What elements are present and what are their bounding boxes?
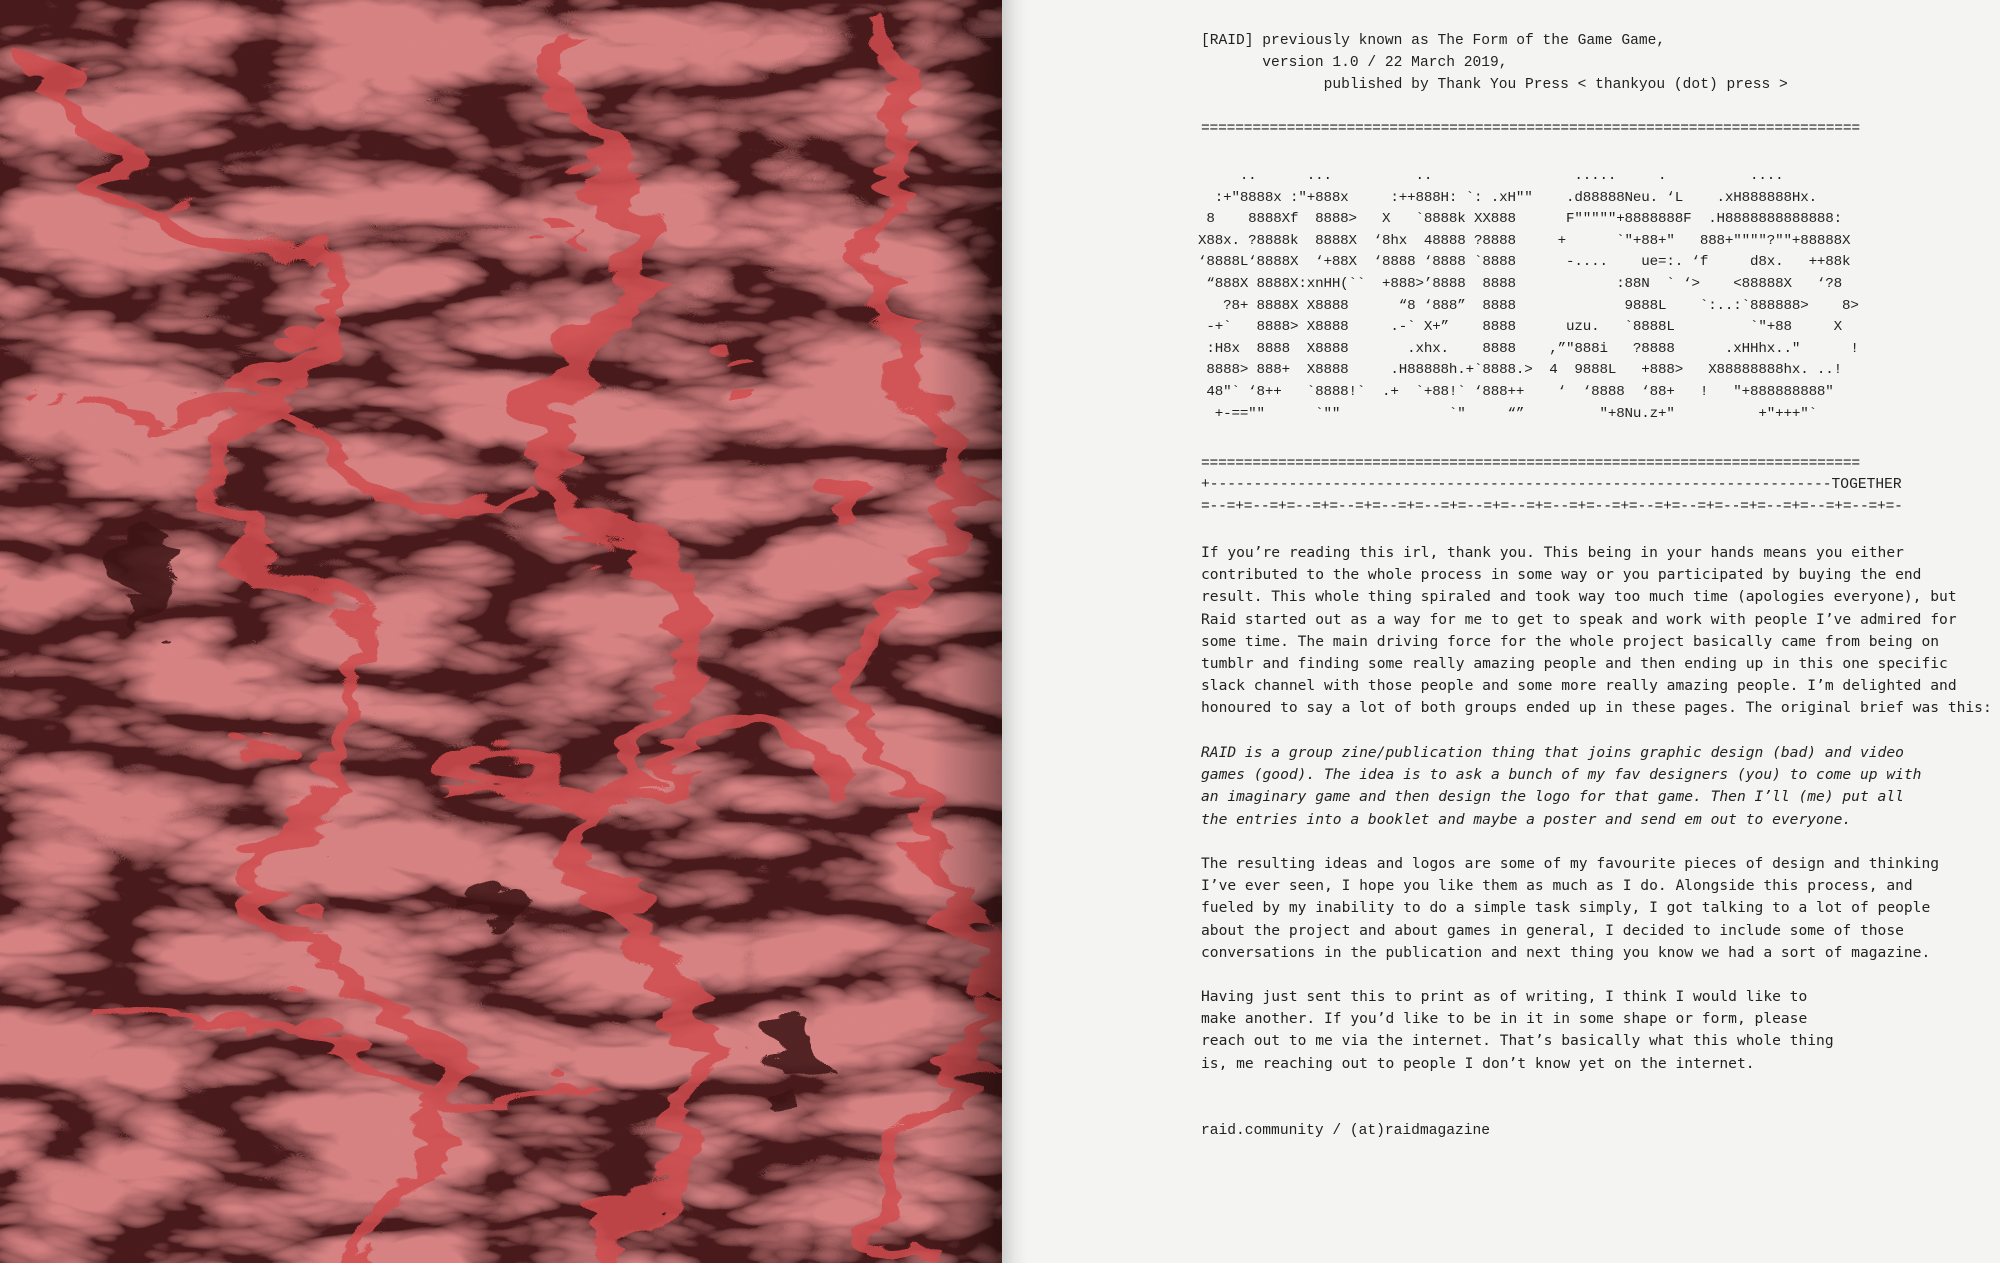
brief-paragraph [1201,742,1921,831]
paragraph-line: about the project and about games in general, I decided to include some of those [1201,921,1904,939]
ascii-logo-line: :+"8888x :"+888x :++888H: `: .xH"" .d88888Neu. ‘L .xH888888Hx. [1198,189,1817,206]
ascii-raid-logo [1198,166,1859,425]
closing-paragraph [1201,986,1834,1075]
ascii-logo-line: X88x. ?8888k 8888X ‘8hx 48888 ?8888 + `"+88+" 888+""""?""+88888X [1198,232,1851,249]
paragraph-line: contributed to the whole process in some way or you participated by buying the end [1201,566,1922,584]
paragraph-line: If you’re reading this irl, thank you. This being in your hands means you either [1201,544,1904,561]
results-paragraph [1201,853,1939,964]
paragraph-line: an imaginary game and then design the logo for that game. Then I’ll (me) put all [1201,788,1904,806]
ascii-logo-line: .. ... .. ..... . .... [1198,168,1784,184]
paragraph-line: is, me reaching out to people I don’t know yet on the internet. [1201,1054,1755,1072]
ascii-logo-line: ‘8888L‘8888X ‘+88X ‘8888 ‘8888 `8888 -.... ue=:. ‘f d8x. ++88k [1198,254,1851,271]
paragraph-line: The resulting ideas and logos are some of my favourite pieces of design and thinking [1201,855,1940,872]
double-rule-bottom: ============================================================================= [1201,456,1860,472]
double-rule-top: ============================================================================= [1201,121,1860,137]
paragraph-line: result. This whole thing spiraled and took way too much time (apologies everyone), but [1201,588,1957,606]
ascii-logo-line: ?8+ 8888X X8888 “8 ‘888” 8888 9888L `:..:`888888> 8> [1198,297,1859,314]
ascii-logo-line: +-=="" `"" `" “” "+8Nu.z+" +"+++"` [1198,405,1817,422]
ascii-logo-line: -+` 8888> X8888 .-` X+” 8888 uzu. `8888L `"+88 X [1198,319,1843,336]
paragraph-line: slack channel with those people and some more really amazing people. I’m delighted and [1201,677,1957,695]
paragraph-line: RAID is a group zine/publication thing that joins graphic design (bad) and video [1201,744,1904,761]
header-line-1: [RAID] previously known as The Form of the Game Game, [1201,33,1666,49]
page-gutter [1002,0,1026,1263]
pattern-rule: =--=+=--=+=--=+=--=+=--=+=--=+=--=+=--=+=--=+=--=+=--=+=--=+=--=+=--=+=--=+=--=+=- [1201,499,1903,515]
ascii-logo-line: “888X 8888X:xnHH(`` +888>’8888 8888 :88N ` ‘> <88888X ‘?8 [1198,275,1843,292]
paragraph-line: games (good). The idea is to ask a bunch of my fav designers (you) to come up with [1201,766,1922,784]
paragraph-line: I’ve ever seen, I hope you like them as much as I do. Alongside this process, and [1201,877,1913,895]
paragraph-line: tumblr and finding some really amazing people and then ending up in this one specific [1201,655,1948,673]
ascii-logo-line: 48"` ‘8++ `8888!` .+ `+88!` ‘888++ ‘ ‘8888 ‘88+ ! "+888888888" [1198,383,1834,400]
paragraph-line: Raid started out as a way for me to get to speak and work with people I’ve admired for [1201,610,1957,628]
together-rule: +-----------------------------------------------------------------------TOGETHER [1201,477,1902,493]
paragraph-line: the entries into a booklet and maybe a poster and send em out to everyone. [1201,810,1852,828]
paragraph-line: some time. The main driving force for the whole project basically came from being on [1201,632,1940,650]
paragraph-line: Having just sent this to print as of writing, I think I would like to [1201,988,1808,1005]
paragraph-line: reach out to me via the internet. That’s basically what this whole thing [1201,1032,1834,1050]
paragraph-line: honoured to say a lot of both groups ended up in these pages. The original brief was this: [1201,699,1992,717]
contact-link[interactable]: raid.community / (at)raidmagazine [1201,1123,1491,1139]
ascii-logo-line: 8888> 888+ X8888 .H88888h.+`8888.> 4 9888L +888> X88888888hx. ..! [1198,362,1843,379]
header-line-2: version 1.0 / 22 March 2019, [1201,55,1508,72]
paragraph-line: fueled by my inability to do a simple task simply, I got talking to a lot of people [1201,899,1931,917]
paragraph-line: make another. If you’d like to be in it in some shape or form, please [1201,1010,1808,1028]
header-line-3: published by Thank You Press < thankyou (dot) press > [1201,77,1788,94]
text-page [1026,0,2000,1263]
ascii-logo-line: :H8x 8888 X8888 .xhx. 8888 ,”"888i ?8888 .xHHhx.." ! [1198,340,1859,357]
ascii-logo-line: 8 8888Xf 8888> X `8888k XX888 F"""""+8888888F .H8888888888888: [1198,211,1843,228]
colophon-header [1201,30,1788,97]
intro-paragraph [1201,542,1992,720]
paragraph-line: conversations in the publication and next thing you know we had a sort of magazine. [1201,943,1931,961]
